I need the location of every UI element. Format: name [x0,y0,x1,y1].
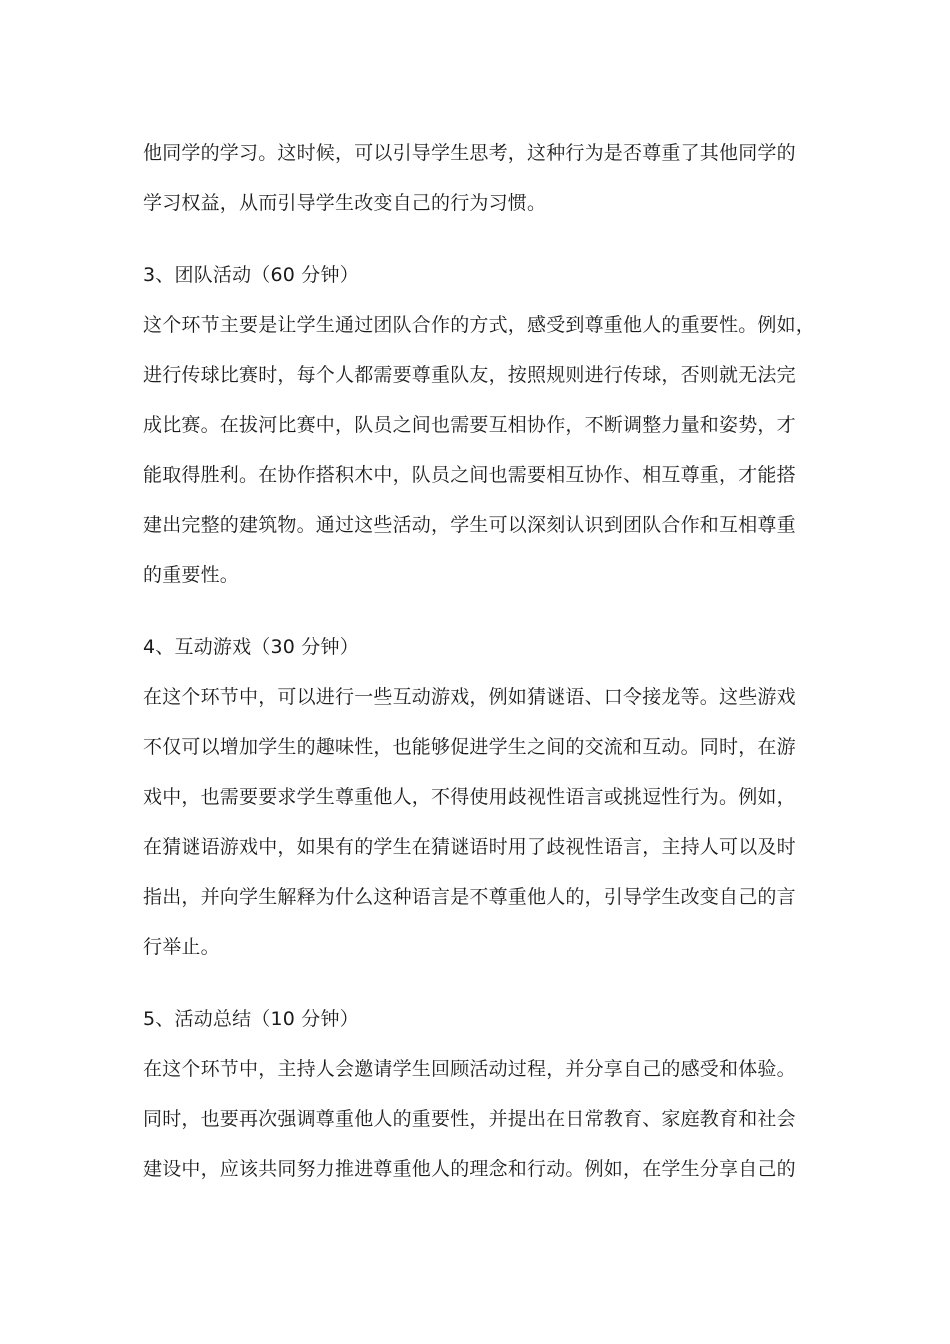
section-heading-interactive-games: 4、互动游戏（30 分钟） [143,636,359,658]
section-heading-team-activity: 3、团队活动（60 分钟） [143,264,359,286]
text-line: 指出，并向学生解释为什么这种语言是不尊重他人的，引导学生改变自己的言 [143,886,796,908]
text-line: 不仅可以增加学生的趣味性，也能够促进学生之间的交流和互动。同时，在游 [143,736,796,758]
text-line: 同时，也要再次强调尊重他人的重要性，并提出在日常教育、家庭教育和社会 [143,1108,796,1130]
paragraph-activity-summary [143,1044,833,1194]
text-line: 在这个环节中，可以进行一些互动游戏，例如猜谜语、口令接龙等。这些游戏 [143,686,796,708]
text-line: 他同学的学习。这时候，可以引导学生思考，这种行为是否尊重了其他同学的 [143,142,796,164]
text-line: 行举止。 [143,936,220,958]
text-line: 这个环节主要是让学生通过团队合作的方式，感受到尊重他人的重要性。例如， [143,314,816,336]
paragraph-team-activity [143,300,833,600]
text-line: 建出完整的建筑物。通过这些活动，学生可以深刻认识到团队合作和互相尊重 [143,514,796,536]
text-line: 学习权益，从而引导学生改变自己的行为习惯。 [143,192,547,214]
text-line: 在这个环节中，主持人会邀请学生回顾活动过程，并分享自己的感受和体验。 [143,1058,796,1080]
text-line: 的重要性。 [143,564,240,586]
paragraph-continuation [143,128,833,228]
document-body [143,128,833,1194]
text-line: 建设中，应该共同努力推进尊重他人的理念和行动。例如，在学生分享自己的 [143,1158,796,1180]
text-line: 成比赛。在拔河比赛中，队员之间也需要互相协作，不断调整力量和姿势，才 [143,414,796,436]
text-line: 在猜谜语游戏中，如果有的学生在猜谜语时用了歧视性语言，主持人可以及时 [143,836,796,858]
text-line: 进行传球比赛时，每个人都需要尊重队友，按照规则进行传球，否则就无法完 [143,364,796,386]
paragraph-interactive-games [143,672,833,972]
text-line: 戏中，也需要要求学生尊重他人，不得使用歧视性语言或挑逗性行为。例如， [143,786,796,808]
text-line: 能取得胜利。在协作搭积木中，队员之间也需要相互协作、相互尊重，才能搭 [143,464,796,486]
section-heading-activity-summary: 5、活动总结（10 分钟） [143,1008,359,1030]
